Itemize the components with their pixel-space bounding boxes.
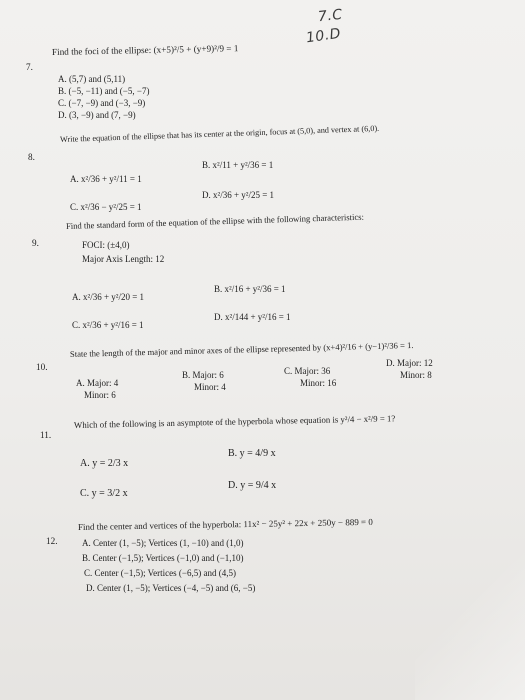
question-7-option-c: C. (−7, −9) and (−3, −9)	[58, 98, 146, 108]
question-10-option-c-minor: Minor: 16	[300, 378, 337, 388]
question-11-number: 11.	[40, 430, 52, 440]
question-11-option-c: C. y = 3/2 x	[80, 488, 128, 499]
question-12-option-a: A. Center (1, −5); Vertices (1, −10) and (1,0)	[82, 538, 244, 548]
question-10-option-a-major: A. Major: 4	[76, 378, 119, 388]
question-12-text: Find the center and vertices of the hyperbola: 11x² − 25y² + 22x + 250y − 889 = 0	[77, 516, 373, 532]
question-11-option-a: A. y = 2/3 x	[80, 458, 129, 469]
question-9-number: 9.	[32, 238, 39, 248]
question-9-option-a: A. x²/36 + y²/20 = 1	[72, 292, 145, 302]
question-8-option-a: A. x²/36 + y²/11 = 1	[70, 174, 142, 184]
question-12-option-b: B. Center (−1,5); Vertices (−1,0) and (−1,10)	[82, 553, 244, 563]
question-8-number: 8.	[28, 152, 35, 162]
question-9-major-axis: Major Axis Length: 12	[82, 254, 165, 264]
question-12-option-c: C. Center (−1,5); Vertices (−6,5) and (4,5)	[84, 568, 236, 578]
question-8-option-c: C. x²/36 − y²/25 = 1	[70, 202, 142, 212]
question-10-option-c-major: C. Major: 36	[284, 366, 331, 376]
question-11-option-b: B. y = 4/9 x	[228, 448, 276, 459]
question-10-option-b-major: B. Major: 6	[182, 370, 224, 380]
question-8-text: Write the equation of the ellipse that has its center at the origin, focus at (5,0), and vertex at (6,0).	[59, 123, 380, 144]
question-9-option-b: B. x²/16 + y²/36 = 1	[214, 284, 286, 294]
question-9-foci: FOCI: (±4,0)	[82, 240, 130, 250]
question-7-text: Find the foci of the ellipse: (x+5)²/5 + (y+9)²/9 = 1	[51, 43, 239, 57]
question-11-text: Which of the following is an asymptote of the hyperbola whose equation is y²/4 − x²/9 = 1?	[73, 413, 396, 430]
question-8-option-d: D. x²/36 + y²/25 = 1	[202, 190, 275, 200]
question-9-text: Find the standard form of the equation of the ellipse with the following characteristics:	[65, 211, 365, 231]
question-9-option-d: D. x²/144 + y²/16 = 1	[214, 312, 291, 322]
question-10-option-b-minor: Minor: 4	[194, 382, 226, 392]
question-7-option-b: B. (−5, −11) and (−5, −7)	[58, 86, 150, 96]
question-7-option-a: A. (5,7) and (5,11)	[58, 74, 126, 84]
question-7-option-d: D. (3, −9) and (7, −9)	[58, 110, 136, 120]
question-7-number: 7.	[26, 62, 33, 72]
question-12-number: 12.	[46, 536, 58, 546]
question-10-number: 10.	[36, 362, 48, 372]
question-10-text: State the length of the major and minor axes of the ellipse represented by (x+4)²/16 + (y−1)²/36 = 1.	[69, 340, 414, 359]
question-10-option-a-minor: Minor: 6	[84, 390, 116, 400]
question-10-option-d-minor: Minor: 8	[400, 370, 432, 380]
question-12-option-d: D. Center (1, −5); Vertices (−4, −5) and (6, −5)	[86, 583, 256, 593]
question-10-option-d-major: D. Major: 12	[386, 358, 433, 368]
question-8-option-b: B. x²/11 + y²/36 = 1	[202, 160, 274, 170]
handwritten-answer-1: 7.C	[317, 6, 344, 26]
question-9-option-c: C. x²/36 + y²/16 = 1	[72, 320, 144, 330]
page-corner-shadow	[415, 550, 525, 700]
question-11-option-d: D. y = 9/4 x	[228, 480, 277, 491]
handwritten-answer-2: 10.D	[305, 25, 342, 47]
